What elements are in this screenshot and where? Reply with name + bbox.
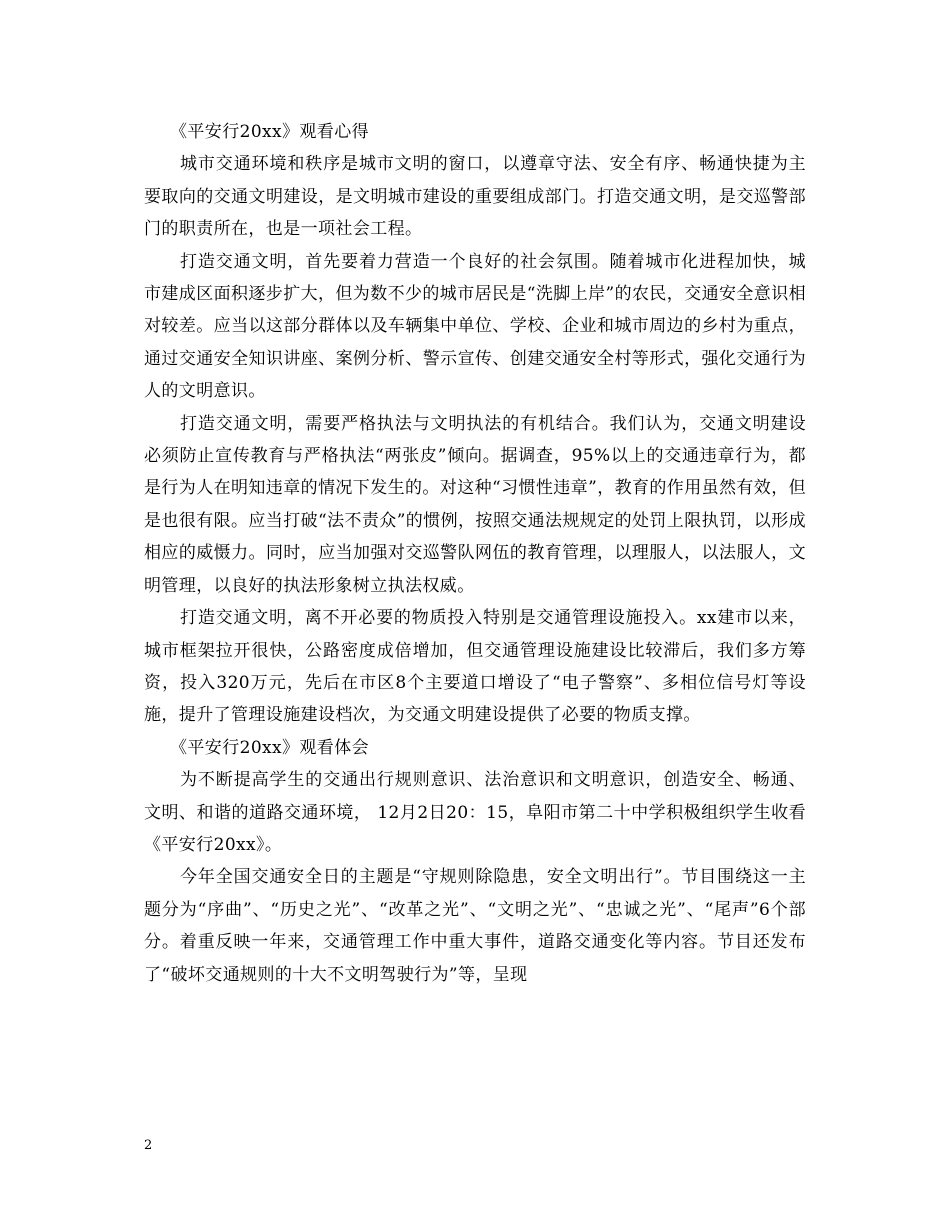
section-heading-1: 《平安行20xx》观看心得 <box>170 122 370 142</box>
document-body <box>144 116 806 991</box>
paragraph: 打造交通文明，离不开必要的物质投入特别是交通管理设施投入。xx建市以来，城市框架拉开很快，公路密度成倍增加，但交通管理设施建设比较滞后，我们多方筹资，投入320万元，先后在市区8个主要道口增设了“电子警察”、多相位信号灯等设施，提升了管理设施建设档次，为交通文明建设提供了必要的物质支撑。 <box>144 608 806 726</box>
paragraph: 打造交通文明，需要严格执法与文明执法的有机结合。我们认为，交通文明建设必须防止宣传教育与严格执法“两张皮”倾向。据调查，95%以上的交通违章行为，都是行为人在明知违章的情况下发生的。对这种“习惯性违章”，教育的作用虽然有效，但是也很有限。应当打破“法不责众”的惯例，按照交通法规规定的处罚上限执罚，以形成相应的威慑力。同时，应当加强对交巡警队网伍的教育管理，以理服人，以法服人，文明管理，以良好的执法形象树立执法权威。 <box>144 413 806 596</box>
paragraph: 打造交通文明，首先要着力营造一个良好的社会氛围。随着城市化进程加快，城市建成区面积逐步扩大，但为数不少的城市居民是“洗脚上岸”的农民，交通安全意识相对较差。应当以这部分群体以及车辆集中单位、学校、企业和城市周边的乡村为重点，通过交通安全知识讲座、案例分析、警示宣传、创建交通安全村等形式，强化交通行为人的文明意识。 <box>144 251 806 402</box>
paragraph: 为不断提高学生的交通出行规则意识、法治意识和文明意识，创造安全、畅通、文明、和谐的道路交通环境， 12月2日20：15，阜阳市第二十中学积极组织学生收看《平安行20xx》。 <box>144 770 806 855</box>
paragraph: 城市交通环境和秩序是城市文明的窗口，以遵章守法、安全有序、畅通快捷为主要取向的交通文明建设，是文明城市建设的重要组成部门。打造交通文明，是交巡警部门的职责所在，也是一项社会工程。 <box>144 154 806 240</box>
page-number: 2 <box>144 1138 153 1153</box>
section-heading-2: 《平安行20xx》观看体会 <box>170 737 370 758</box>
paragraph: 今年全国交通安全日的主题是“守规则除隐患，安全文明出行”。节目围绕这一主题分为“序曲”、“历史之光”、“改革之光”、“文明之光”、“忠诚之光”、“尾声”6个部分。着重反映一年来，交通管理工作中重大事件，道路交通变化等内容。节目还发布了“破坏交通规则的十大不文明驾驶行为”等，呈现 <box>144 867 806 985</box>
